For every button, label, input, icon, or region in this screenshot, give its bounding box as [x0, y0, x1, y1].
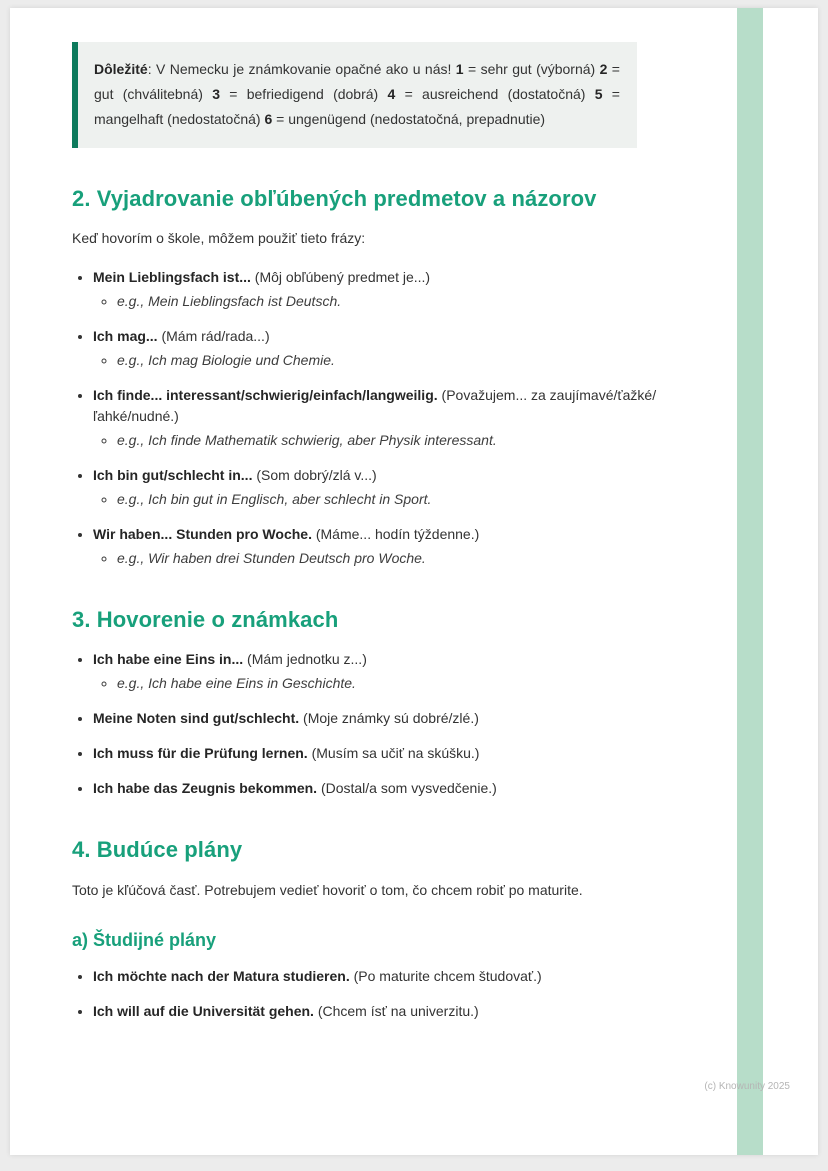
- grade-number: 6: [264, 111, 273, 128]
- phrase-item: [93, 465, 735, 510]
- phrase-item: [93, 649, 735, 694]
- callout-text-segment: = mangelhaft (nedostatočná): [94, 86, 620, 128]
- phrase-item: [93, 524, 735, 569]
- phrase-german: Ich bin gut/schlecht in...: [93, 467, 253, 484]
- phrase-item: [93, 708, 735, 729]
- example-item: ◦ e.g., Ich bin gut in Englisch, aber schlecht in Sport.: [117, 489, 735, 510]
- section-2-phrase-list: [72, 267, 735, 569]
- example-list: [93, 291, 735, 312]
- phrase-item: [93, 743, 735, 764]
- callout-text-segment: = ungenügend (nedostatočná, prepadnutie): [272, 111, 546, 128]
- phrase-german: Ich mag...: [93, 328, 158, 345]
- callout-text-segment: = sehr gut (výborná): [463, 61, 600, 77]
- phrase-german: Ich finde... interessant/schwierig/einfach/langweilig.: [93, 387, 438, 404]
- phrase-translation: (Mám rád/rada...): [157, 328, 270, 345]
- callout-label: Dôležité: [94, 61, 148, 77]
- phrase-german: Ich will auf die Universität gehen.: [93, 1003, 314, 1020]
- phrase-german: Meine Noten sind gut/schlecht.: [93, 710, 300, 727]
- section-3-heading: 3. Hovorenie o známkach: [72, 607, 339, 633]
- phrase-item: [93, 326, 735, 371]
- callout-text: [94, 57, 620, 133]
- phrase-german: Mein Lieblingsfach ist...: [93, 269, 251, 286]
- grade-number: 4: [387, 86, 396, 103]
- example-item: ◦ e.g., Ich finde Mathematik schwierig, aber Physik interessant.: [117, 430, 735, 451]
- phrase-item: [93, 966, 735, 987]
- phrase-item: [93, 778, 735, 799]
- section-4a-subheading: a) Študijné plány: [72, 930, 217, 951]
- phrase-item: [93, 385, 735, 451]
- example-item: ◦ e.g., Wir haben drei Stunden Deutsch pro Woche.: [117, 548, 735, 569]
- phrase-translation: (Po maturite chcem študovať.): [349, 968, 542, 985]
- phrase-translation: (Môj obľúbený predmet je...): [250, 269, 431, 286]
- section-2-heading: 2. Vyjadrovanie obľúbených predmetov a názorov: [72, 185, 597, 211]
- phrase-translation: (Mám jednotku z...): [243, 651, 367, 668]
- example-list: [93, 430, 735, 451]
- example-item: ◦ e.g., Mein Lieblingsfach ist Deutsch.: [117, 291, 735, 312]
- phrase-translation: (Som dobrý/zlá v...): [252, 467, 377, 484]
- callout-text-segment: : V Nemecku je známkovanie opačné ako u nás!: [147, 61, 456, 77]
- callout-text-segment: = ausreichend (dostatočná): [395, 86, 595, 103]
- grade-number: 5: [594, 86, 603, 103]
- phrase-german: Ich habe das Zeugnis bekommen.: [93, 780, 318, 797]
- phrase-item: [93, 267, 735, 312]
- callout-text-segment: = gut (chválitebná): [94, 61, 620, 103]
- example-item: ◦ e.g., Ich mag Biologie und Chemie.: [117, 350, 735, 371]
- grade-number: 2: [599, 61, 608, 77]
- phrase-german: Ich möchte nach der Matura studieren.: [93, 968, 350, 985]
- phrase-translation: (Považujem... za zaujímavé/ťažké/ľahké/nudné.): [93, 387, 657, 425]
- page-content: [10, 8, 818, 1022]
- example-list: [93, 489, 735, 510]
- section-4-phrase-list: [72, 966, 735, 1022]
- copyright-watermark: (c) Knowunity 2025: [704, 1081, 790, 1092]
- example-list: [93, 350, 735, 371]
- example-list: [93, 673, 735, 694]
- important-callout: [72, 42, 637, 148]
- phrase-translation: (Dostal/a som vysvedčenie.): [317, 780, 497, 797]
- phrase-german: Ich muss für die Prüfung lernen.: [93, 745, 308, 762]
- grade-number: 3: [212, 86, 220, 103]
- example-item: ◦ e.g., Ich habe eine Eins in Geschichte.: [117, 673, 735, 694]
- phrase-translation: (Máme... hodín týždenne.): [311, 526, 480, 543]
- section-4-heading: 4. Budúce plány: [72, 837, 243, 863]
- grade-number: 1: [455, 61, 464, 77]
- example-list: [93, 548, 735, 569]
- document-page: [10, 8, 818, 1155]
- section-2-intro: Keď hovorím o škole, môžem použiť tieto frázy:: [72, 229, 366, 246]
- section-3-phrase-list: [72, 649, 735, 799]
- phrase-translation: (Moje známky sú dobré/zlé.): [299, 710, 479, 727]
- phrase-german: Wir haben... Stunden pro Woche.: [93, 526, 312, 543]
- callout-text-segment: = befriedigend (dobrá): [219, 86, 388, 103]
- phrase-translation: (Musím sa učiť na skúšku.): [307, 745, 480, 762]
- phrase-german: Ich habe eine Eins in...: [93, 651, 244, 668]
- phrase-translation: (Chcem ísť na univerzitu.): [313, 1003, 479, 1020]
- section-4-intro: Toto je kľúčová časť. Potrebujem vedieť hovoriť o tom, čo chcem robiť po maturite.: [72, 882, 583, 899]
- phrase-item: [93, 1001, 735, 1022]
